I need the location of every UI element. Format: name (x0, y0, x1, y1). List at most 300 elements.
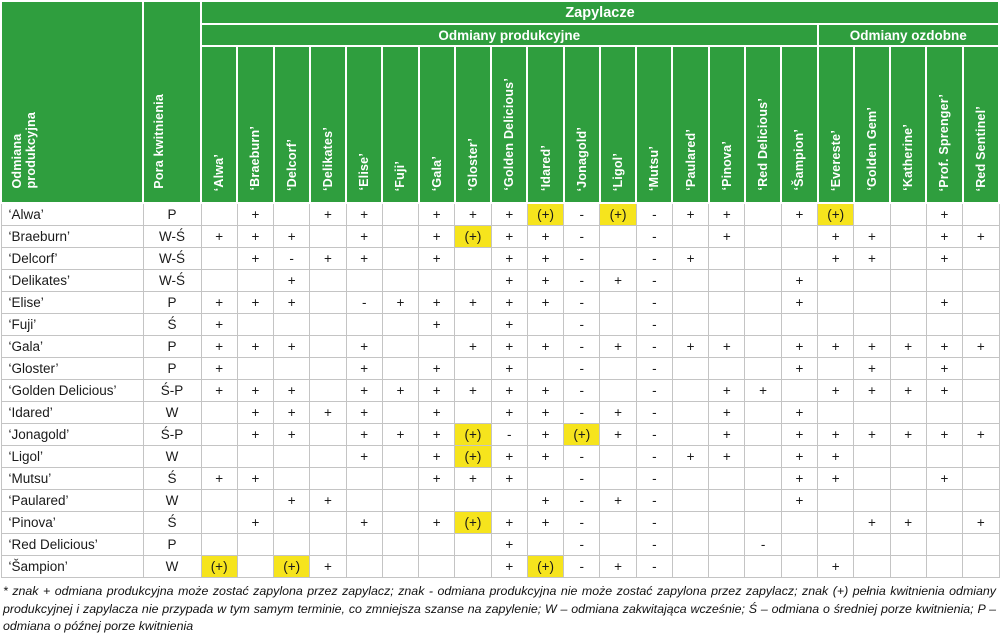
compatibility-cell: + (382, 380, 418, 402)
compatibility-cell (926, 490, 962, 512)
variety-row-label: ‘Gala’ (1, 336, 143, 358)
compatibility-cell: - (491, 424, 527, 446)
compatibility-cell: + (455, 336, 491, 358)
compatibility-cell (818, 534, 854, 556)
compatibility-cell: + (201, 226, 237, 248)
bloom-time-value: P (143, 358, 201, 380)
compatibility-cell: + (926, 292, 962, 314)
pollinator-column-header (564, 46, 600, 203)
pollinator-column-label: ‘Alwa’ (212, 153, 227, 191)
compatibility-cell: - (564, 380, 600, 402)
compatibility-cell (382, 490, 418, 512)
compatibility-cell (527, 314, 563, 336)
compatibility-cell: (+) (274, 556, 310, 578)
compatibility-cell: + (455, 468, 491, 490)
compatibility-cell (963, 556, 999, 578)
compatibility-cell: + (237, 292, 273, 314)
compatibility-cell (745, 556, 781, 578)
compatibility-cell (745, 490, 781, 512)
compatibility-cell: + (419, 248, 455, 270)
variety-row-label: ‘Delikates’ (1, 270, 143, 292)
group-header-ornamental: Odmiany ozdobne (818, 24, 999, 46)
compatibility-cell: + (672, 203, 708, 226)
compatibility-cell: + (890, 380, 926, 402)
bloom-time-value: Ś-P (143, 424, 201, 446)
compatibility-cell (745, 402, 781, 424)
compatibility-cell (382, 468, 418, 490)
pollinator-column-header (672, 46, 708, 203)
compatibility-cell: + (419, 468, 455, 490)
variety-row-label: ‘Gloster’ (1, 358, 143, 380)
compatibility-cell (527, 468, 563, 490)
compatibility-cell (890, 226, 926, 248)
compatibility-cell: + (274, 336, 310, 358)
compatibility-cell: + (527, 380, 563, 402)
compatibility-cell: + (491, 380, 527, 402)
compatibility-cell (781, 248, 817, 270)
compatibility-cell (455, 490, 491, 512)
compatibility-cell (201, 424, 237, 446)
compatibility-cell: - (564, 402, 600, 424)
variety-row-label: ‘Mutsu’ (1, 468, 143, 490)
compatibility-cell (818, 402, 854, 424)
compatibility-cell: + (926, 468, 962, 490)
compatibility-cell (854, 534, 890, 556)
compatibility-cell (709, 358, 745, 380)
compatibility-cell (854, 314, 890, 336)
compatibility-cell (781, 556, 817, 578)
compatibility-cell: - (636, 314, 672, 336)
compatibility-cell (310, 336, 346, 358)
pollinator-column-label: ‘Gala’ (429, 155, 444, 191)
pollinator-column-label: ‘Šampion’ (792, 129, 807, 191)
compatibility-cell: + (419, 512, 455, 534)
compatibility-cell: + (274, 270, 310, 292)
compatibility-cell: + (491, 314, 527, 336)
compatibility-cell: + (781, 468, 817, 490)
compatibility-cell: + (527, 402, 563, 424)
pollinator-column-header (527, 46, 563, 203)
compatibility-cell (310, 380, 346, 402)
compatibility-cell: (+) (455, 226, 491, 248)
compatibility-cell (455, 534, 491, 556)
compatibility-cell: + (237, 226, 273, 248)
compatibility-cell: (+) (600, 203, 636, 226)
pollinator-column-label: ‘Delcorf’ (284, 138, 299, 191)
compatibility-cell (201, 490, 237, 512)
compatibility-cell: - (346, 292, 382, 314)
compatibility-cell: + (274, 292, 310, 314)
compatibility-cell (818, 490, 854, 512)
compatibility-cell: + (600, 270, 636, 292)
table-row (1, 446, 999, 468)
compatibility-cell (672, 424, 708, 446)
compatibility-cell (963, 292, 999, 314)
bloom-time-value: P (143, 203, 201, 226)
compatibility-cell (600, 534, 636, 556)
compatibility-cell (346, 314, 382, 336)
compatibility-cell: + (419, 402, 455, 424)
compatibility-cell (926, 402, 962, 424)
group-header-production: Odmiany produkcyjne (201, 24, 818, 46)
compatibility-cell (926, 556, 962, 578)
compatibility-cell: + (237, 203, 273, 226)
compatibility-cell (926, 512, 962, 534)
pollinator-column-label: ‘Paulared’ (683, 129, 698, 191)
compatibility-cell (672, 512, 708, 534)
compatibility-cell (600, 468, 636, 490)
compatibility-cell (926, 534, 962, 556)
compatibility-cell: + (310, 556, 346, 578)
compatibility-cell: + (745, 380, 781, 402)
compatibility-cell (274, 314, 310, 336)
compatibility-cell (854, 490, 890, 512)
compatibility-cell: + (346, 248, 382, 270)
variety-row-label: ‘Alwa’ (1, 203, 143, 226)
compatibility-cell (890, 270, 926, 292)
compatibility-cell: + (491, 336, 527, 358)
pollinator-column-label: ‘Fuji’ (393, 160, 408, 191)
compatibility-cell: + (709, 402, 745, 424)
compatibility-cell: + (963, 424, 999, 446)
bloom-time-value: W (143, 556, 201, 578)
compatibility-cell: + (600, 556, 636, 578)
pollinators-group-header: Zapylacze (201, 1, 999, 24)
compatibility-cell (963, 358, 999, 380)
compatibility-cell: + (527, 248, 563, 270)
pollinator-column-label: ‘Mutsu’ (647, 145, 662, 191)
compatibility-cell: + (818, 424, 854, 446)
bloom-time-value: W-Ś (143, 248, 201, 270)
compatibility-cell: + (310, 248, 346, 270)
compatibility-cell (672, 380, 708, 402)
pollinator-column-label: ‘Jonagold’ (574, 126, 589, 191)
compatibility-cell: + (818, 468, 854, 490)
compatibility-cell: + (491, 358, 527, 380)
compatibility-cell (709, 512, 745, 534)
table-row (1, 314, 999, 336)
compatibility-cell: - (636, 203, 672, 226)
compatibility-cell: + (600, 402, 636, 424)
compatibility-cell (346, 490, 382, 512)
compatibility-cell: + (963, 226, 999, 248)
compatibility-cell (382, 226, 418, 248)
compatibility-cell (709, 248, 745, 270)
bloom-time-value: P (143, 292, 201, 314)
compatibility-cell: + (527, 446, 563, 468)
compatibility-cell (781, 226, 817, 248)
compatibility-cell: + (382, 292, 418, 314)
compatibility-cell (274, 358, 310, 380)
compatibility-cell (854, 203, 890, 226)
compatibility-cell: + (346, 512, 382, 534)
compatibility-cell (709, 534, 745, 556)
compatibility-cell: + (854, 424, 890, 446)
compatibility-cell (672, 226, 708, 248)
compatibility-cell: + (237, 380, 273, 402)
compatibility-cell: + (419, 314, 455, 336)
pollinator-column-header (963, 46, 999, 203)
compatibility-cell (745, 468, 781, 490)
compatibility-cell (201, 512, 237, 534)
compatibility-cell (600, 292, 636, 314)
compatibility-cell (818, 358, 854, 380)
compatibility-cell: + (201, 358, 237, 380)
pollinator-column-header (382, 46, 418, 203)
compatibility-cell (781, 512, 817, 534)
bloom-time-value: Ś (143, 314, 201, 336)
compatibility-cell: - (564, 534, 600, 556)
compatibility-cell: - (636, 380, 672, 402)
compatibility-cell (310, 314, 346, 336)
compatibility-cell: + (274, 490, 310, 512)
compatibility-cell (963, 468, 999, 490)
compatibility-cell (672, 314, 708, 336)
pollinator-column-header (745, 46, 781, 203)
table-row (1, 556, 999, 578)
compatibility-cell: (+) (201, 556, 237, 578)
pollinator-column-header (636, 46, 672, 203)
compatibility-cell (963, 490, 999, 512)
compatibility-cell (310, 358, 346, 380)
compatibility-cell: + (419, 446, 455, 468)
pollinator-column-label: ‘Gloster’ (465, 138, 480, 191)
compatibility-cell (963, 248, 999, 270)
compatibility-cell: + (709, 336, 745, 358)
variety-row-label: ‘Ligol’ (1, 446, 143, 468)
compatibility-cell: + (527, 512, 563, 534)
compatibility-cell: + (854, 226, 890, 248)
pollinator-column-header (781, 46, 817, 203)
compatibility-cell (382, 314, 418, 336)
compatibility-cell (745, 314, 781, 336)
compatibility-cell (745, 270, 781, 292)
compatibility-cell: - (564, 292, 600, 314)
bloom-time-value: W (143, 446, 201, 468)
compatibility-cell (890, 534, 926, 556)
table-row (1, 380, 999, 402)
pollinator-column-header (600, 46, 636, 203)
compatibility-cell: + (781, 402, 817, 424)
compatibility-cell (201, 270, 237, 292)
compatibility-cell: + (527, 270, 563, 292)
compatibility-cell: - (564, 556, 600, 578)
compatibility-cell: + (491, 203, 527, 226)
compatibility-cell: + (781, 358, 817, 380)
compatibility-cell: + (201, 314, 237, 336)
compatibility-cell (745, 336, 781, 358)
compatibility-cell (237, 490, 273, 512)
compatibility-cell (382, 446, 418, 468)
compatibility-cell: + (854, 512, 890, 534)
compatibility-cell: - (564, 270, 600, 292)
compatibility-cell: + (346, 424, 382, 446)
compatibility-cell (600, 248, 636, 270)
compatibility-cell (274, 203, 310, 226)
pollinator-column-header (201, 46, 237, 203)
compatibility-cell (237, 314, 273, 336)
compatibility-cell: - (636, 512, 672, 534)
compatibility-cell (745, 248, 781, 270)
compatibility-cell: + (600, 336, 636, 358)
compatibility-cell: + (491, 248, 527, 270)
compatibility-cell (745, 203, 781, 226)
compatibility-cell (455, 314, 491, 336)
compatibility-cell: + (926, 226, 962, 248)
pollinator-column-header (491, 46, 527, 203)
compatibility-cell: + (818, 226, 854, 248)
compatibility-cell: + (818, 556, 854, 578)
variety-row-label: ‘Golden Delicious’ (1, 380, 143, 402)
compatibility-cell: + (419, 226, 455, 248)
compatibility-cell (382, 248, 418, 270)
compatibility-cell: - (636, 248, 672, 270)
compatibility-cell: + (818, 336, 854, 358)
compatibility-cell (890, 446, 926, 468)
compatibility-cell (926, 314, 962, 336)
compatibility-cell: + (346, 336, 382, 358)
variety-row-label: ‘Šampion’ (1, 556, 143, 578)
pollinator-column-header (818, 46, 854, 203)
compatibility-cell (455, 402, 491, 424)
compatibility-cell (527, 358, 563, 380)
compatibility-cell (346, 468, 382, 490)
compatibility-cell: + (491, 270, 527, 292)
compatibility-cell (709, 556, 745, 578)
compatibility-cell (346, 270, 382, 292)
pollinator-column-header (419, 46, 455, 203)
compatibility-cell: + (346, 402, 382, 424)
compatibility-cell (818, 314, 854, 336)
compatibility-cell (201, 402, 237, 424)
pollinator-column-header (854, 46, 890, 203)
compatibility-cell: + (781, 270, 817, 292)
compatibility-cell (890, 490, 926, 512)
compatibility-cell: + (781, 490, 817, 512)
compatibility-cell: + (926, 424, 962, 446)
table-row (1, 203, 999, 226)
compatibility-cell: + (963, 336, 999, 358)
compatibility-cell: - (564, 512, 600, 534)
compatibility-cell: + (274, 226, 310, 248)
compatibility-cell (527, 534, 563, 556)
compatibility-cell (237, 446, 273, 468)
compatibility-cell (854, 468, 890, 490)
compatibility-cell (672, 270, 708, 292)
compatibility-cell: + (854, 248, 890, 270)
compatibility-cell: + (419, 292, 455, 314)
compatibility-cell (745, 512, 781, 534)
bloom-time-value: Ś-P (143, 380, 201, 402)
pollinator-column-header (310, 46, 346, 203)
compatibility-cell (274, 446, 310, 468)
compatibility-cell (963, 270, 999, 292)
header-row-top (1, 1, 999, 24)
compatibility-cell (745, 424, 781, 446)
compatibility-cell: + (672, 336, 708, 358)
compatibility-cell: + (491, 512, 527, 534)
compatibility-cell (382, 203, 418, 226)
compatibility-cell: - (636, 358, 672, 380)
compatibility-cell: + (346, 203, 382, 226)
pollinator-column-label: ‘Idared’ (538, 144, 553, 191)
compatibility-cell: + (491, 226, 527, 248)
pollinator-column-label: ‘Evereste’ (828, 129, 843, 191)
compatibility-cell: + (890, 512, 926, 534)
pollinator-column-label: ‘Red Delicious’ (756, 98, 771, 191)
compatibility-cell (274, 534, 310, 556)
pollinator-column-label: ‘Golden Delicious’ (502, 78, 517, 191)
compatibility-cell (672, 490, 708, 512)
pollinator-column-label: ‘Ligol’ (611, 152, 626, 191)
compatibility-cell: + (491, 402, 527, 424)
pollinator-column-header (455, 46, 491, 203)
compatibility-cell: + (600, 490, 636, 512)
compatibility-cell (963, 402, 999, 424)
compatibility-cell (890, 468, 926, 490)
compatibility-cell: - (745, 534, 781, 556)
compatibility-cell (854, 446, 890, 468)
compatibility-cell (890, 203, 926, 226)
compatibility-cell: + (310, 402, 346, 424)
compatibility-cell (455, 248, 491, 270)
compatibility-cell: - (636, 424, 672, 446)
table-row (1, 292, 999, 314)
compatibility-cell (455, 556, 491, 578)
compatibility-cell: + (346, 446, 382, 468)
compatibility-cell: + (854, 358, 890, 380)
compatibility-cell: + (201, 292, 237, 314)
table-row (1, 402, 999, 424)
compatibility-cell (310, 424, 346, 446)
compatibility-cell (201, 446, 237, 468)
compatibility-cell (310, 534, 346, 556)
compatibility-cell (709, 292, 745, 314)
compatibility-cell: + (527, 490, 563, 512)
pollinator-column-label: ‘Braeburn’ (248, 126, 263, 191)
table-row (1, 248, 999, 270)
compatibility-cell: + (818, 248, 854, 270)
compatibility-cell (854, 270, 890, 292)
variety-row-label: ‘Delcorf’ (1, 248, 143, 270)
compatibility-cell (709, 468, 745, 490)
compatibility-cell: - (564, 468, 600, 490)
compatibility-cell (672, 556, 708, 578)
compatibility-cell (419, 556, 455, 578)
compatibility-cell (672, 358, 708, 380)
compatibility-cell: + (382, 424, 418, 446)
variety-row-label: ‘Fuji’ (1, 314, 143, 336)
compatibility-cell (600, 512, 636, 534)
compatibility-cell (854, 402, 890, 424)
compatibility-cell (455, 358, 491, 380)
compatibility-cell: - (636, 402, 672, 424)
variety-row-label: ‘Pinova’ (1, 512, 143, 534)
pollinator-column-header (709, 46, 745, 203)
compatibility-cell (854, 556, 890, 578)
compatibility-cell: + (709, 424, 745, 446)
compatibility-cell: + (346, 358, 382, 380)
compatibility-cell (310, 226, 346, 248)
compatibility-cell: + (237, 402, 273, 424)
compatibility-cell (419, 270, 455, 292)
compatibility-cell (600, 226, 636, 248)
compatibility-cell (382, 336, 418, 358)
compatibility-cell (491, 490, 527, 512)
compatibility-cell: - (564, 203, 600, 226)
compatibility-cell: + (672, 446, 708, 468)
compatibility-cell: + (527, 226, 563, 248)
